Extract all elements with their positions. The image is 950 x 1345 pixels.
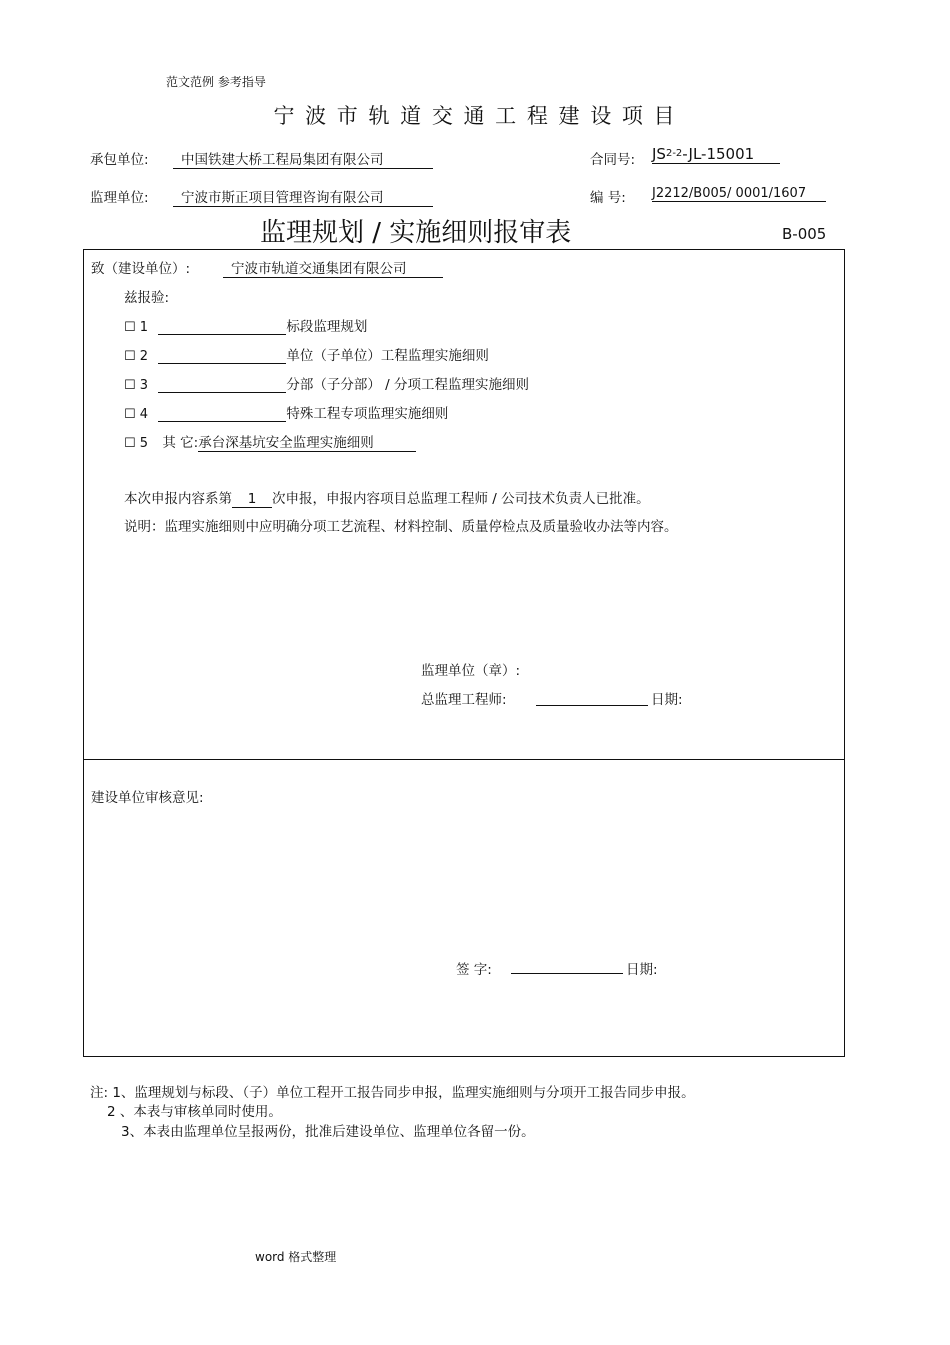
review-section: [83, 759, 845, 1057]
list-item: [124, 315, 367, 335]
chief-engineer-label: 总监理工程师:: [421, 692, 507, 708]
supervisor-value: 宁波市斯正项目管理咨询有限公司: [173, 186, 433, 207]
checkbox-2[interactable]: ☐ 2: [124, 349, 149, 364]
serial-no-value: J2212/B005/ 0001/1607: [652, 186, 826, 202]
project-title: 宁 波 市 轨 道 交 通 工 程 建 设 项 目: [273, 104, 677, 128]
contract-no-value: JS$^{2-2}$-JL-15001: [652, 145, 780, 164]
submission-line: [124, 487, 650, 508]
contractor-value: 中国铁建大桥工程局集团有限公司: [173, 148, 433, 169]
list-item: [124, 402, 448, 422]
blank-line: [158, 378, 286, 393]
item-text: 分部（子分部） / 分项工程监理实施细则: [286, 377, 529, 393]
supervisor-label: 监理单位:: [90, 190, 149, 206]
other-label: 其 它:: [162, 435, 199, 451]
checkbox-5[interactable]: ☐ 5: [124, 436, 149, 451]
to-label: 致（建设单位）:: [91, 261, 191, 277]
date-label: 日期:: [651, 692, 683, 708]
intro-text: 兹报验:: [124, 290, 170, 306]
note-2: 2 、本表与审核单同时使用。: [107, 1104, 282, 1120]
contractor-label: 承包单位:: [90, 152, 149, 168]
item-text: 标段监理规划: [286, 319, 368, 335]
sign-line[interactable]: [511, 959, 623, 974]
instruction-note: 说明：监理实施细则中应明确分项工艺流程、材料控制、质量停检点及质量验收办法等内容。: [124, 519, 678, 535]
list-item: [124, 344, 489, 364]
chief-signature-line[interactable]: [536, 691, 648, 706]
blank-line: [158, 407, 286, 422]
sign-label: 签 字:: [456, 962, 492, 978]
seal-label: 监理单位（章）:: [421, 663, 521, 679]
other-value: 承台深基坑安全监理实施细则: [198, 431, 416, 452]
note-3: 3、本表由监理单位呈报两份，批准后建设单位、监理单位各留一份。: [121, 1124, 535, 1140]
serial-no-label: 编 号:: [590, 190, 626, 206]
blank-line: [158, 349, 286, 364]
item-text: 特殊工程专项监理实施细则: [286, 406, 449, 422]
form-title: 监理规划 / 实施细则报审表: [260, 218, 572, 248]
submission-number: 1: [232, 491, 272, 508]
blank-line: [158, 320, 286, 335]
list-item: [124, 373, 529, 393]
list-item-other: [124, 431, 416, 452]
header-note: 范文范例 参考指导: [166, 75, 266, 89]
review-date-label: 日期:: [626, 962, 658, 978]
opinion-label: 建设单位审核意见:: [91, 790, 204, 806]
checkbox-3[interactable]: ☐ 3: [124, 378, 149, 393]
submission-post: 次申报，申报内容项目总监理工程师 / 公司技术负责人已批准。: [272, 491, 650, 507]
to-value: 宁波市轨道交通集团有限公司: [223, 257, 443, 278]
checkbox-4[interactable]: ☐ 4: [124, 407, 149, 422]
checkbox-1[interactable]: ☐ 1: [124, 320, 149, 335]
footer-text: word 格式整理: [255, 1250, 337, 1264]
note-1: 注: 1、监理规划与标段、（子）单位工程开工报告同步申报，监理实施细则与分项开工报告同步申报。: [90, 1085, 695, 1101]
item-text: 单位（子单位）工程监理实施细则: [286, 348, 489, 364]
submission-pre: 本次申报内容系第: [124, 491, 232, 507]
form-code: B-005: [782, 225, 827, 243]
submission-section: [83, 249, 845, 760]
contract-no-label: 合同号:: [590, 152, 636, 168]
